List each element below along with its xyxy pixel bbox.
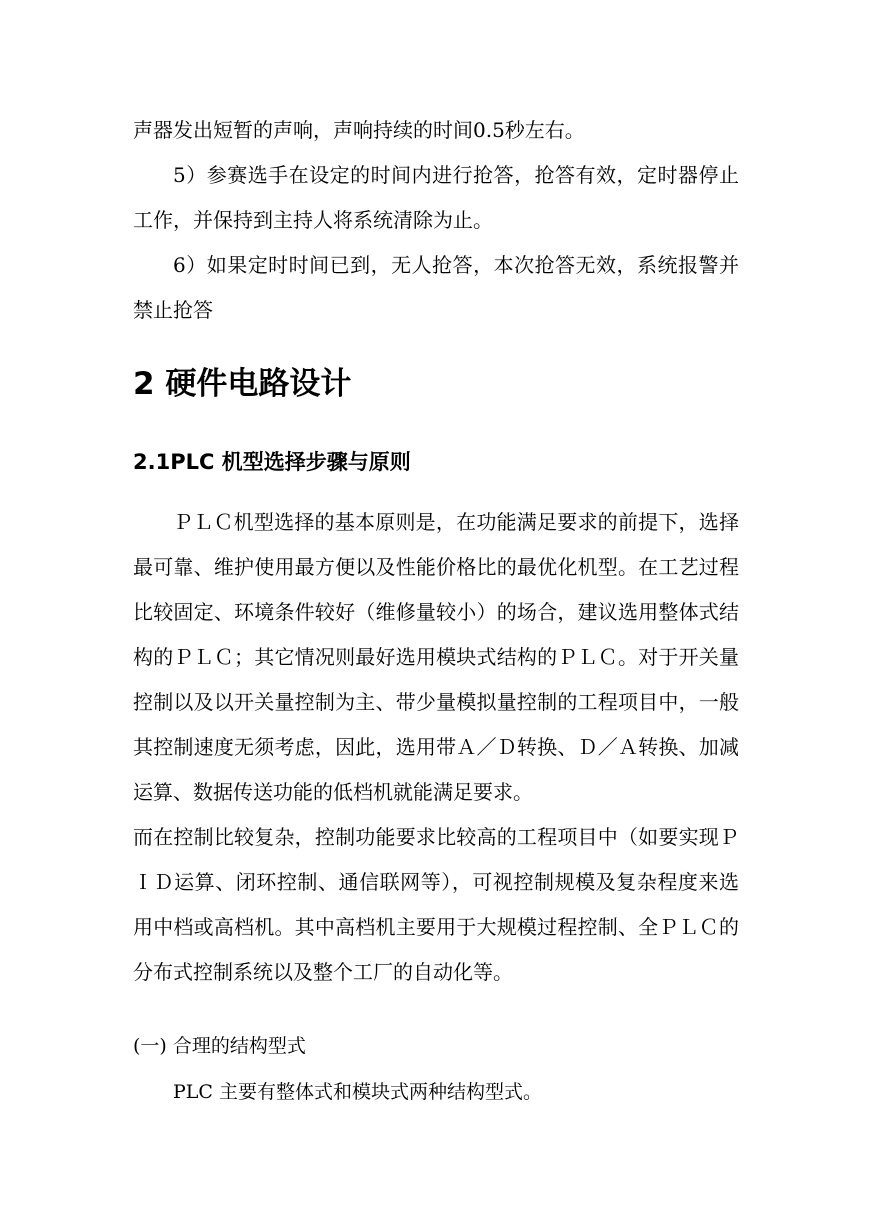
section-heading: 2 硬件电路设计 (133, 366, 352, 402)
paragraph-item-5: 5）参赛选手在设定的时间内进行抢答，抢答有效，定时器停止工作，并保持到主持人将系统清除为止。 (133, 163, 739, 232)
paragraph-structure-intro: PLC 主要有整体式和模块式两种结构型式。 (173, 1081, 542, 1103)
sub-heading-structure: (一) 合理的结构型式 (133, 1035, 306, 1057)
subsection-heading: 2.1PLC 机型选择步骤与原则 (133, 450, 411, 474)
paragraph-plc-principle: ＰＬＣ机型选择的基本原则是，在功能满足要求的前提下，选择最可靠、维护使用最方便以及性能价格比的最优化机型。在工艺过程比较固定、环境条件较好（维修量较小）的场合，建议选用整体式结构的ＰＬＣ；其它情况则最好选用模块式结构的ＰＬＣ。对于开关量控制以及以开关量控制为主、带少量模拟量控制的工程项目中，一般其控制速度无须考虑，因此，选用带Ａ／Ｄ转换、Ｄ／Ａ转换、加减运算、数据传送功能的低档机就能满足要求。 (133, 510, 739, 804)
paragraph-plc-complex: 而在控制比较复杂，控制功能要求比较高的工程项目中（如要实现ＰＩＤ运算、闭环控制、通信联网等），可视控制规模及复杂程度来选用中档或高档机。其中高档机主要用于大规模过程控制、全ＰＬＣ的分布式控制系统以及整个工厂的自动化等。 (133, 825, 739, 984)
paragraph-intro-tail: 声器发出短暂的声响，声响持续的时间0.5秒左右。 (133, 118, 585, 142)
paragraph-item-6: 6）如果定时时间已到，无人抢答，本次抢答无效，系统报警并禁止抢答 (133, 253, 739, 322)
